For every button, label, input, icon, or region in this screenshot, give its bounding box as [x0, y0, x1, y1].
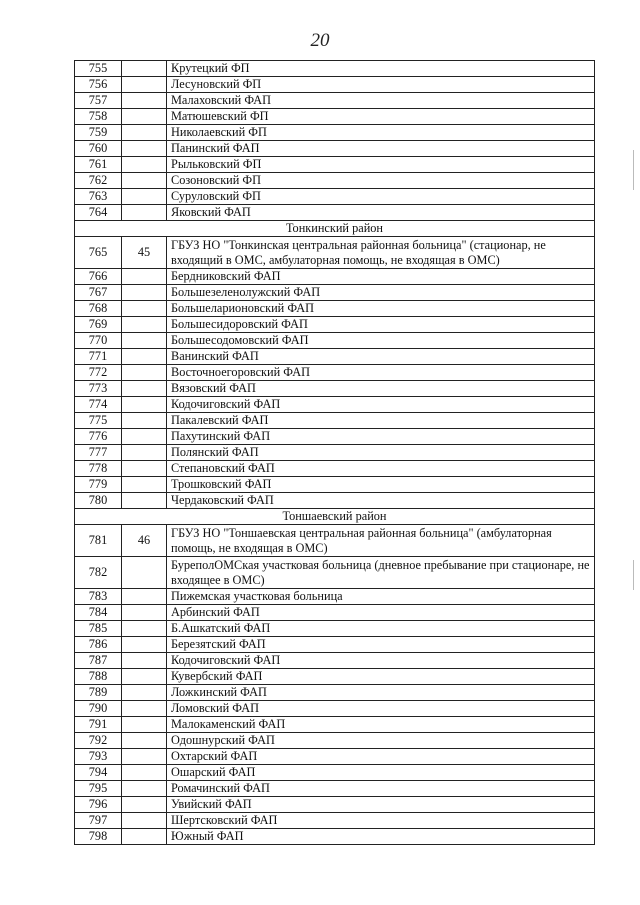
table-row [75, 701, 595, 717]
institution-name: Большесидоровский ФАП [167, 317, 595, 333]
row-number: 796 [75, 797, 122, 813]
row-number: 765 [75, 237, 122, 269]
institution-name: Восточноегоровский ФАП [167, 365, 595, 381]
row-number: 776 [75, 429, 122, 445]
row-number: 763 [75, 189, 122, 205]
institution-code [122, 109, 167, 125]
table-row [75, 621, 595, 637]
institution-name: Охтарский ФАП [167, 749, 595, 765]
institution-name: Южный ФАП [167, 829, 595, 845]
institution-name: Чердаковский ФАП [167, 493, 595, 509]
row-number: 795 [75, 781, 122, 797]
institution-name: Большеларионовский ФАП [167, 301, 595, 317]
row-number: 794 [75, 765, 122, 781]
table-row [75, 829, 595, 845]
row-number: 791 [75, 717, 122, 733]
table-row [75, 397, 595, 413]
institution-code [122, 429, 167, 445]
region-name: Тонкинский район [75, 221, 595, 237]
row-number: 785 [75, 621, 122, 637]
row-number: 760 [75, 141, 122, 157]
institution-code [122, 797, 167, 813]
row-number: 769 [75, 317, 122, 333]
institution-code [122, 349, 167, 365]
institution-name: Вязовский ФАП [167, 381, 595, 397]
institution-name: Малаховский ФАП [167, 93, 595, 109]
row-number: 762 [75, 173, 122, 189]
registry-table [74, 60, 595, 845]
institution-name: Большесодомовский ФАП [167, 333, 595, 349]
institution-name: Рыльковский ФП [167, 157, 595, 173]
institution-code [122, 589, 167, 605]
institution-code [122, 493, 167, 509]
institution-name: Ложкинский ФАП [167, 685, 595, 701]
institution-name: Кувербский ФАП [167, 669, 595, 685]
table-row [75, 781, 595, 797]
institution-code: 45 [122, 237, 167, 269]
row-number: 783 [75, 589, 122, 605]
table-row [75, 477, 595, 493]
table-row [75, 749, 595, 765]
institution-name: Николаевский ФП [167, 125, 595, 141]
institution-code [122, 445, 167, 461]
institution-name: Шертсковский ФАП [167, 813, 595, 829]
registry-table-body [75, 61, 595, 845]
row-number: 774 [75, 397, 122, 413]
institution-name: Лесуновский ФП [167, 77, 595, 93]
row-number: 764 [75, 205, 122, 221]
table-row [75, 141, 595, 157]
institution-code [122, 269, 167, 285]
institution-code [122, 685, 167, 701]
institution-name: Бердниковский ФАП [167, 269, 595, 285]
table-row [75, 557, 595, 589]
institution-name: Пахутинский ФАП [167, 429, 595, 445]
institution-name: Степановский ФАП [167, 461, 595, 477]
institution-name: Ошарский ФАП [167, 765, 595, 781]
table-row [75, 637, 595, 653]
page-number: 20 [310, 30, 330, 51]
table-row [75, 605, 595, 621]
table-row [75, 333, 595, 349]
table-row [75, 765, 595, 781]
row-number: 777 [75, 445, 122, 461]
institution-name: Одошнурский ФАП [167, 733, 595, 749]
region-name: Тоншаевский район [75, 509, 595, 525]
table-row [75, 269, 595, 285]
row-number: 781 [75, 525, 122, 557]
row-number: 789 [75, 685, 122, 701]
institution-name: Кодочиговский ФАП [167, 653, 595, 669]
institution-name: Панинский ФАП [167, 141, 595, 157]
institution-code [122, 173, 167, 189]
table-row [75, 589, 595, 605]
scan-edge-mark [633, 560, 634, 590]
institution-code [122, 205, 167, 221]
row-number: 768 [75, 301, 122, 317]
institution-name: Полянский ФАП [167, 445, 595, 461]
institution-code [122, 141, 167, 157]
row-number: 784 [75, 605, 122, 621]
table-row [75, 205, 595, 221]
table-row [75, 365, 595, 381]
row-number: 773 [75, 381, 122, 397]
institution-code [122, 621, 167, 637]
table-row [75, 733, 595, 749]
row-number: 756 [75, 77, 122, 93]
institution-code [122, 381, 167, 397]
institution-name: БуреполОМСкая участковая больница (дневное пребывание при стационаре, не входящее в ОМС) [167, 557, 595, 589]
institution-code [122, 333, 167, 349]
row-number: 757 [75, 93, 122, 109]
row-number: 767 [75, 285, 122, 301]
institution-name: Ломовский ФАП [167, 701, 595, 717]
institution-name: Пакалевский ФАП [167, 413, 595, 429]
row-number: 793 [75, 749, 122, 765]
institution-code [122, 829, 167, 845]
institution-name: Яковский ФАП [167, 205, 595, 221]
table-row [75, 413, 595, 429]
institution-code [122, 189, 167, 205]
row-number: 775 [75, 413, 122, 429]
row-number: 779 [75, 477, 122, 493]
institution-name: Трошковский ФАП [167, 477, 595, 493]
institution-code [122, 301, 167, 317]
institution-name: Малокаменский ФАП [167, 717, 595, 733]
row-number: 761 [75, 157, 122, 173]
region-header-row [75, 221, 595, 237]
table-row [75, 525, 595, 557]
row-number: 770 [75, 333, 122, 349]
table-row [75, 349, 595, 365]
institution-name: Большезеленолужский ФАП [167, 285, 595, 301]
row-number: 788 [75, 669, 122, 685]
institution-code [122, 125, 167, 141]
table-row [75, 173, 595, 189]
row-number: 786 [75, 637, 122, 653]
table-row [75, 237, 595, 269]
institution-name: Ванинский ФАП [167, 349, 595, 365]
institution-code [122, 781, 167, 797]
institution-code [122, 813, 167, 829]
table-row [75, 109, 595, 125]
table-row [75, 381, 595, 397]
table-row [75, 157, 595, 173]
institution-code [122, 93, 167, 109]
institution-name: Созоновский ФП [167, 173, 595, 189]
institution-code [122, 717, 167, 733]
table-row [75, 317, 595, 333]
table-row [75, 429, 595, 445]
table-row [75, 77, 595, 93]
institution-code [122, 653, 167, 669]
institution-code: 46 [122, 525, 167, 557]
table-row [75, 285, 595, 301]
institution-name: Пижемская участковая больница [167, 589, 595, 605]
region-header-row [75, 509, 595, 525]
institution-name: Крутецкий ФП [167, 61, 595, 77]
row-number: 790 [75, 701, 122, 717]
institution-name: Суруловский ФП [167, 189, 595, 205]
row-number: 758 [75, 109, 122, 125]
row-number: 782 [75, 557, 122, 589]
table-row [75, 653, 595, 669]
institution-name: Матюшевский ФП [167, 109, 595, 125]
table-row [75, 685, 595, 701]
institution-code [122, 557, 167, 589]
table-row [75, 301, 595, 317]
table-row [75, 125, 595, 141]
institution-name: Б.Ашкатский ФАП [167, 621, 595, 637]
row-number: 798 [75, 829, 122, 845]
institution-code [122, 285, 167, 301]
table-row [75, 797, 595, 813]
institution-code [122, 317, 167, 333]
table-row [75, 717, 595, 733]
institution-name: Березятский ФАП [167, 637, 595, 653]
institution-code [122, 413, 167, 429]
row-number: 771 [75, 349, 122, 365]
row-number: 780 [75, 493, 122, 509]
institution-code [122, 157, 167, 173]
institution-name: Арбинский ФАП [167, 605, 595, 621]
table-row [75, 189, 595, 205]
institution-code [122, 749, 167, 765]
institution-code [122, 637, 167, 653]
table-row [75, 461, 595, 477]
institution-code [122, 365, 167, 381]
row-number: 772 [75, 365, 122, 381]
institution-code [122, 733, 167, 749]
institution-name: ГБУЗ НО "Тонкинская центральная районная больница" (стационар, не входящий в ОМС, амбулаторная помощь, не входящая в ОМС) [167, 237, 595, 269]
row-number: 759 [75, 125, 122, 141]
institution-code [122, 765, 167, 781]
institution-code [122, 397, 167, 413]
institution-code [122, 669, 167, 685]
institution-code [122, 461, 167, 477]
institution-code [122, 701, 167, 717]
institution-name: ГБУЗ НО "Тоншаевская центральная районная больница" (амбулаторная помощь, не входящая в ОМС) [167, 525, 595, 557]
institution-name: Увийский ФАП [167, 797, 595, 813]
institution-code [122, 77, 167, 93]
table-row [75, 61, 595, 77]
table-row [75, 493, 595, 509]
table-row [75, 93, 595, 109]
institution-code [122, 61, 167, 77]
institution-name: Ромачинский ФАП [167, 781, 595, 797]
row-number: 766 [75, 269, 122, 285]
table-row [75, 813, 595, 829]
table-row [75, 445, 595, 461]
row-number: 778 [75, 461, 122, 477]
institution-code [122, 605, 167, 621]
scan-edge-mark [633, 150, 634, 190]
row-number: 755 [75, 61, 122, 77]
table-row [75, 669, 595, 685]
row-number: 787 [75, 653, 122, 669]
row-number: 792 [75, 733, 122, 749]
institution-name: Кодочиговский ФАП [167, 397, 595, 413]
institution-code [122, 477, 167, 493]
row-number: 797 [75, 813, 122, 829]
